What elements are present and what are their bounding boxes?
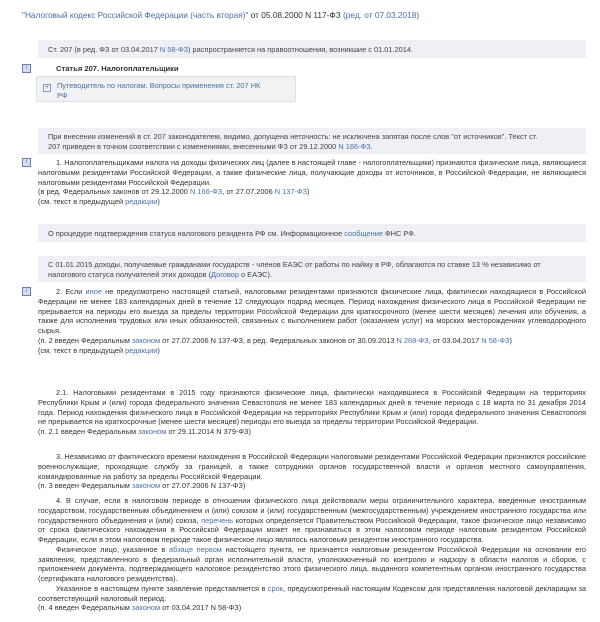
bookmark-icon[interactable]: i xyxy=(22,64,31,73)
edition-note: (в ред. Федеральных законов от 29.12.2000 N 166-ФЗ, от 27.07.2006 N 137-ФЗ) xyxy=(38,187,310,197)
code-title-link[interactable]: "Налоговый кодекс Российской Федерации (часть вторая)" xyxy=(22,10,249,20)
paragraph-text: Физическое лицо, указанное в абзаце первом настоящего пункта, не признается налоговым резидентом Российской Федерации на основании его заявления, представленного в федеральный орган исполнительной власти, уполномоченный по контролю и надзору в области налогов и сборов, с приложением документа, подтверждающего налоговое резидентство этого физического лица, выданного компетентным органом иностранного государства (сертификата налогового резидентства). xyxy=(38,544,586,584)
paragraph-4 xyxy=(38,496,586,613)
deadline-link[interactable]: срок xyxy=(267,583,283,593)
law-link[interactable]: N 137-ФЗ xyxy=(274,187,308,197)
note-line: 207 приведен в точном соответствии с изменениями, внесенными ФЗ от 29.12.2000 N 166-ФЗ. xyxy=(48,141,373,151)
sanctions-list-link[interactable]: перечень xyxy=(201,515,234,525)
first-paragraph-link[interactable]: абзаце первом xyxy=(168,544,222,554)
guide-link-line2[interactable]: РФ xyxy=(57,90,68,100)
law-link[interactable]: N 268-ФЗ xyxy=(396,335,429,345)
paragraph-text: 2. Если иное не предусмотрено настоящей статьей, налоговыми резидентами признаются физические лица, фактически находящиеся в Российской Федерации не менее 183 календарных дней в течение 12 следующих подряд месяцев. Период нахождения физического лица в Российской Федерации не прерывается на периоды его выезда за пределы территории Российской Федерации для краткосрочного (менее шести месяцев) лечения или обучения, а также для исполнения трудовых или иных обязанностей, связанных с выполнением работ (оказанием услуг) на морских месторождениях углеводородного сырья. xyxy=(38,287,586,336)
edition-note: (п. 3 введен Федеральным законом от 27.07.2006 N 137-ФЗ) xyxy=(38,481,246,491)
bookmark-icon[interactable]: i xyxy=(22,158,31,167)
law-link[interactable]: законом xyxy=(131,603,161,613)
code-edition-link[interactable]: (ред. от 07.03.2018) xyxy=(343,10,420,20)
paragraph-2 xyxy=(38,287,586,355)
law-link[interactable]: законом xyxy=(131,335,161,345)
previous-edition-link[interactable]: редакции xyxy=(125,197,158,207)
paragraph-1 xyxy=(38,158,586,207)
edition-note: (п. 2.1 введен Федеральным законом от 29.11.2014 N 379-ФЗ) xyxy=(38,427,251,437)
paragraph-2-1 xyxy=(38,388,586,437)
guide-box[interactable] xyxy=(36,76,296,102)
code-title-date: от 05.08.2000 N 117-ФЗ xyxy=(248,10,344,20)
note-line: При внесении изменений в ст. 207 законодателем, видимо, допущена неточность: не исключена запятая после слов "от источников". Текст ст. xyxy=(48,132,538,141)
law-link[interactable]: N 58-ФЗ xyxy=(481,335,510,345)
note-line: налогового статуса получателей этих доходов (Договор о ЕАЭС). xyxy=(48,269,273,279)
note-residency-procedure: О процедуре подтверждения статуса налогового резидента РФ см. Информационное сообщение ФНС РФ. xyxy=(38,224,586,242)
law-link[interactable]: законом xyxy=(138,427,167,437)
bookmark-icon[interactable]: i xyxy=(22,287,31,296)
note-text: Ст. 207 (в ред. ФЗ от 03.04.2017 xyxy=(48,45,160,54)
exception-link[interactable]: иное xyxy=(85,287,102,296)
note-effective-date xyxy=(38,40,586,58)
note-eaeu xyxy=(38,256,586,282)
paragraph-text: 3. Независимо от фактического времени нахождения в Российской Федерации налоговыми резидентами Российской Федерации признаются российские военнослужащие, проходящие службу за границей, а также сотрудники органов государственной власти и органов местного самоуправления, командированные на работу за пределы Российской Федерации. xyxy=(38,452,586,481)
guide-link-line1[interactable]: Путеводитель по налогам. Вопросы применения ст. 207 НК xyxy=(57,81,261,90)
law-link[interactable]: N 166-ФЗ xyxy=(338,141,371,151)
treaty-link[interactable]: Договор xyxy=(211,269,239,279)
law-link[interactable]: законом xyxy=(131,481,161,491)
note-text: ) распространяется на правоотношения, возникшие с 01.01.2014. xyxy=(188,45,414,54)
law-link[interactable]: N 166-ФЗ xyxy=(189,187,223,197)
paragraph-text: 4. В случае, если в налоговом периоде в отношении физического лица действовали меры ограничительного характера, введенные иностранным государством, государственным объединением и (или) союзом и (или) государственным (межгосударственным) учреждением иностранного государства или государственного объединения и (или) союза, перечень которых определяется Правительством Российской Федерации, такое физическое лицо независимо от срока фактического нахождения в Российской Федерации может не признаваться в этом налоговом периоде налоговым резидентом Российской Федерации, если в этом налоговом периоде такое физическое лицо являлось налоговым резидентом иностранного государства. xyxy=(38,496,586,545)
paragraph-text: 1. Налогоплательщиками налога на доходы физических лиц (далее в настоящей главе - налогоплательщики) признаются физические лица, являющиеся налоговыми резидентами Российской Федерации, а также физические лица, получающие доходы от источников, в Российской Федерации, не являющиеся налоговыми резидентами Российской Федерации. xyxy=(38,158,586,187)
document-header xyxy=(22,10,582,21)
paragraph-text: 2.1. Налоговыми резидентами в 2015 году признаются физические лица, фактически находившиеся в Российской Федерации на территориях Республики Крым и (или) города федерального значения Севастополя не менее 183 календарных дней в течение периода с 18 марта по 31 декабря 2014 года. Период нахождения физического лица в Российской Федерации на территориях Республики Крым и (или) города федерального значения Севастополя не прерывается на краткосрочные (менее шести месяцев) периоды его выезда за пределы территории Российской Федерации. xyxy=(38,388,586,427)
note-line: С 01.01.2015 доходы, получаемые гражданами государств - членов ЕАЭС от работы по найму в РФ, облагаются по ставке 13 % независимо от xyxy=(48,260,541,269)
article-title: Статья 207. Налогоплательщики xyxy=(56,64,179,73)
previous-edition-note: (см. текст в предыдущей редакции) xyxy=(38,197,160,207)
previous-edition-link[interactable]: редакции xyxy=(125,345,158,355)
expand-plus-icon[interactable]: + xyxy=(43,84,51,92)
fns-message-link[interactable]: сообщение xyxy=(344,229,383,238)
paragraph-3 xyxy=(38,452,586,491)
edition-note: (п. 4 введен Федеральным законом от 03.04.2017 N 58-ФЗ) xyxy=(38,603,242,613)
previous-edition-note: (см. текст в предыдущей редакции) xyxy=(38,345,160,355)
paragraph-text: Указанное в настоящем пункте заявление представляется в срок, предусмотренный настоящим Кодексом для представления налоговой декларации за соответствующий налоговый период. xyxy=(38,583,586,603)
law-link[interactable]: N 58-ФЗ xyxy=(159,45,189,54)
edition-note: (п. 2 введен Федеральным законом от 27.07.2006 N 137-ФЗ, в ред. Федеральных законов от 30.09.2013 N 268-ФЗ, от 03.04.2017 N 58-ФЗ) xyxy=(38,335,512,345)
note-inaccuracy xyxy=(38,128,586,154)
